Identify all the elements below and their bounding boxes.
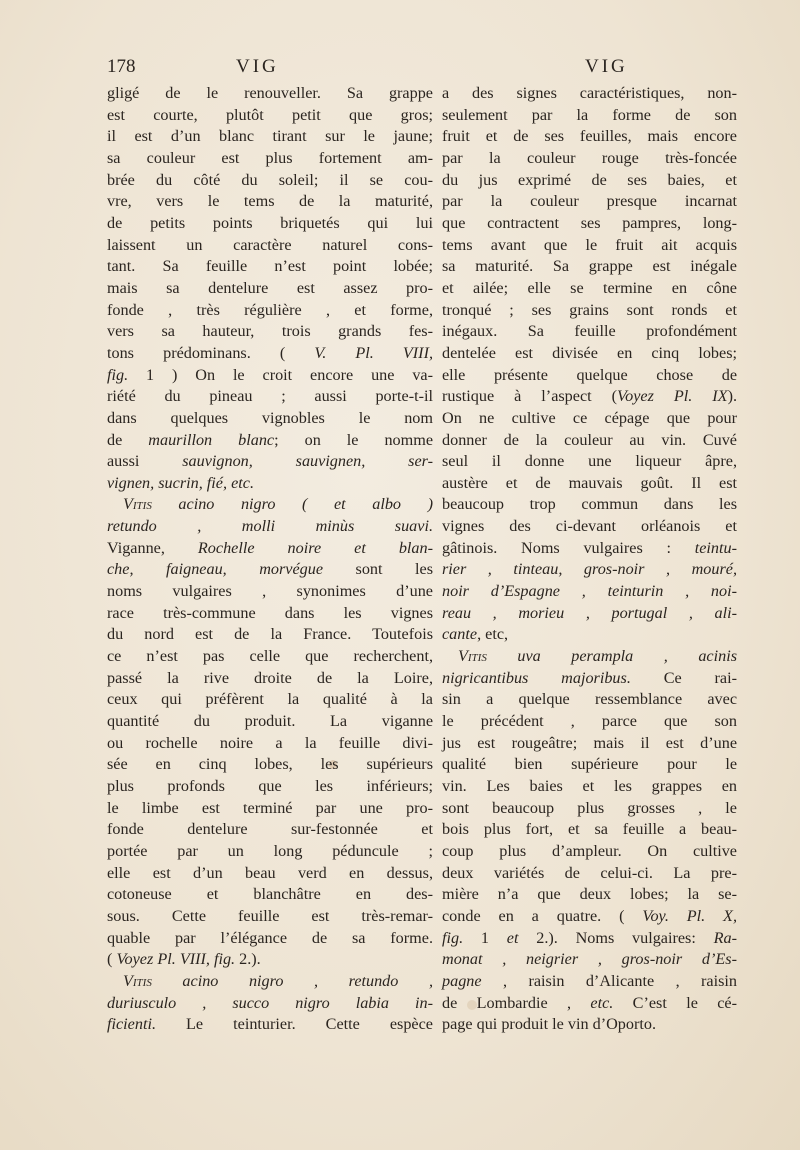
italic-text: Rochelle noire et blan- (197, 538, 433, 557)
text: qualité bien supérieure pour le (442, 755, 737, 774)
text-line (107, 300, 433, 322)
text: conde en a quatre. ( (442, 906, 643, 925)
italic-text: acino nigro , retundo , (151, 971, 433, 990)
text: quantité du produit. La viganne (107, 712, 433, 731)
text-line (442, 170, 737, 192)
text: brée du côté du soleil; il se cou- (107, 170, 433, 189)
text: fonde , très régulière , et forme, (107, 300, 433, 319)
text-line (107, 819, 433, 841)
text: gligé de le renouveller. Sa grappe (107, 84, 433, 102)
text-line (107, 884, 433, 906)
text-line (442, 776, 737, 798)
text-line (442, 538, 737, 560)
text: ; on le nomme (274, 430, 434, 449)
text: riété du pineau ; aussi porte-t-il (107, 387, 433, 406)
text: ou rochelle noire a la feuille divi- (107, 733, 433, 752)
text: ce n’est pas celle que recherchent, (107, 647, 433, 666)
text: ceux qui préfèrent la qualité à la (107, 690, 433, 709)
text-line (442, 949, 737, 971)
text-line (107, 473, 433, 495)
text-line (442, 256, 737, 278)
text: seul il donne une liqueur âpre, (442, 452, 737, 471)
text: vignes des ci-devant orléanois et (442, 517, 737, 536)
text: le limbe est terminé par une pro- (107, 798, 433, 817)
text: tems avant que le fruit ait acquis (442, 235, 737, 254)
text: sin a quelque ressemblance avec (442, 690, 737, 709)
text-line (107, 559, 433, 581)
right-column (442, 83, 737, 1036)
text-line (107, 278, 433, 300)
text: donner de la couleur au vin. Cuvé (442, 430, 737, 449)
text: sa couleur est plus fortement am- (107, 148, 433, 167)
text: jus est rougeâtre; mais il est d’une (442, 733, 737, 752)
text-line (107, 256, 433, 278)
text: tant. Sa feuille n’est point lobée; (107, 257, 433, 276)
text-line (442, 928, 737, 950)
text: elle est d’un beau verd en dessus, (107, 863, 433, 882)
text: de Lombardie , (442, 993, 591, 1012)
text: , etc, (477, 625, 509, 644)
text-line (442, 386, 737, 408)
text-line (442, 581, 737, 603)
text: austère et de mauvais goût. Il est (442, 473, 737, 492)
text-line (107, 408, 433, 430)
text: cotoneuse et blanchâtre en des- (107, 885, 433, 904)
text: tronqué ; ses grains sont ronds et (442, 300, 737, 319)
text: seulement par la forme de son (442, 105, 737, 124)
text-line (442, 884, 737, 906)
text: sous. Cette feuille est très-remar- (107, 906, 433, 925)
text: elle présente quelque chose de (442, 365, 737, 384)
text-line (107, 451, 433, 473)
text-line (107, 581, 433, 603)
text-line (107, 841, 433, 863)
text-line (442, 451, 737, 473)
text: a des signes caractéristiques, non- (442, 84, 737, 102)
text: Ce rai- (630, 668, 738, 687)
text-line (107, 733, 433, 755)
italic-text: noir d’Espagne , teinturin , noi- (442, 582, 737, 601)
text-line (107, 776, 433, 798)
text-line (107, 321, 433, 343)
text: inégaux. Sa feuille profondément (442, 322, 737, 341)
text-line (107, 668, 433, 690)
text: ). (727, 387, 737, 406)
italic-text: V. Pl. VIII, (314, 343, 434, 362)
text-line (442, 819, 737, 841)
text-line (107, 430, 433, 452)
text-line (107, 646, 433, 668)
italic-text: teintu- (694, 538, 737, 557)
text: bois plus fort, et sa feuille a beau- (442, 820, 737, 839)
text: C’est le cé- (613, 993, 737, 1012)
text-line (107, 386, 433, 408)
text-line (107, 538, 433, 560)
text-line (107, 624, 433, 646)
text: le précédent , parce que son (442, 712, 737, 731)
text-line (442, 408, 737, 430)
text-line (442, 105, 737, 127)
italic-text: et (506, 928, 519, 947)
text: il est d’un blanc tirant sur le jaune; (107, 127, 433, 146)
text: rustique à l’aspect ( (442, 387, 618, 406)
text: de petits points briquetés qui lui (107, 213, 433, 232)
text-line (442, 494, 737, 516)
text: est courte, plutôt petit que gros; (107, 105, 433, 124)
italic-text: etc. (590, 993, 614, 1012)
text: 1 (463, 928, 507, 947)
text: Viganne, (107, 538, 198, 557)
italic-text: pagne (442, 971, 482, 990)
text-line (442, 126, 737, 148)
italic-text: Vitis (123, 495, 152, 514)
text: laissent un caractère naturel cons- (107, 235, 433, 254)
italic-text: Voyez Pl. VIII, fig. (116, 950, 236, 969)
text-line (442, 83, 737, 105)
italic-text: Vitis (458, 647, 487, 666)
text-line (442, 863, 737, 885)
text-line (107, 83, 433, 105)
text-line (442, 711, 737, 733)
text-line (107, 603, 433, 625)
text: Le teinturier. Cette espèce (156, 1015, 433, 1034)
text-line (442, 343, 737, 365)
text: page qui produit le vin d’Oporto. (442, 1015, 656, 1034)
text-line (107, 928, 433, 950)
text: mière n’a que deux lobes; la se- (442, 885, 737, 904)
italic-text: cante (442, 625, 478, 644)
running-head-right: VIG (585, 56, 628, 77)
text: 2.). Noms vulgaires: (518, 928, 714, 947)
text: fonde dentelure sur-festonnée et (107, 820, 433, 839)
text: par la couleur presque incarnat (442, 192, 737, 211)
text: aussi (107, 452, 183, 471)
text-line (107, 711, 433, 733)
text: sa maturité. Sa grappe est inégale (442, 257, 737, 276)
text-line (442, 733, 737, 755)
text: et ailée; elle se termine en cône (442, 278, 737, 297)
text-line (442, 191, 737, 213)
text-line (442, 971, 737, 993)
text: vre, vers le tems de la maturité, (107, 192, 433, 211)
text-line (442, 624, 737, 646)
text: dentelée est divisée en cinq lobes; (442, 343, 737, 362)
text-line (107, 126, 433, 148)
text: ( (107, 950, 117, 969)
text-line (442, 278, 737, 300)
text-line (442, 148, 737, 170)
text: mais sa dentelure est assez pro- (107, 278, 433, 297)
text: sée en cinq lobes, les supérieurs (107, 755, 433, 774)
italic-text: fig. (442, 928, 464, 947)
italic-text: Ra- (713, 928, 738, 947)
text-line (107, 494, 433, 516)
text-line (107, 798, 433, 820)
text-line (107, 170, 433, 192)
text: par la couleur rouge très-foncée (442, 148, 737, 167)
text: gâtinois. Noms vulgaires : (442, 538, 695, 557)
text: portée par un long péduncule ; (107, 841, 433, 860)
text: 1 ) On le croit encore une va- (128, 365, 433, 384)
text: 2.). (235, 950, 261, 969)
text: sont les (323, 560, 433, 579)
italic-text: ficienti. (107, 1015, 156, 1034)
italic-text: Vitis (123, 971, 152, 990)
text-line (107, 993, 433, 1015)
italic-text: reau , morieu , portugal , ali- (442, 603, 737, 622)
italic-text: acino nigro ( et albo ) (151, 495, 433, 514)
italic-text: Voyez Pl. IX (617, 387, 728, 406)
text-line (442, 993, 737, 1015)
text-line (442, 516, 737, 538)
text: passé la rive droite de la Loire, (107, 668, 433, 687)
text-line (107, 235, 433, 257)
text: du jus exprimé de ses baies, et (442, 170, 737, 189)
text: coup plus d’ampleur. On cultive (442, 841, 737, 860)
text-line (107, 105, 433, 127)
text-line (107, 906, 433, 928)
text: que contractent ses pampres, long- (442, 213, 737, 232)
text: vin. Les baies et les grappes en (442, 777, 737, 795)
text-line (107, 689, 433, 711)
text: fruit et de ses feuilles, mais encore (442, 127, 737, 146)
page-number: 178 (107, 56, 136, 77)
text-line (107, 213, 433, 235)
text: tons prédominans. ( (107, 343, 315, 362)
text-line (442, 906, 737, 928)
text: de (107, 430, 149, 449)
text: vers sa hauteur, trois grands fes- (107, 322, 433, 341)
text-line (442, 365, 737, 387)
text: plus profonds que les inférieurs; (107, 777, 433, 795)
text: On ne cultive ce cépage que pour (442, 408, 737, 427)
text-line (442, 668, 737, 690)
text-line (442, 798, 737, 820)
text-line (107, 516, 433, 538)
text-line (442, 689, 737, 711)
text-line (107, 191, 433, 213)
text-line (107, 949, 433, 971)
text-line (442, 321, 737, 343)
text-line (442, 300, 737, 322)
text: sont beaucoup plus grosses , le (442, 798, 737, 817)
text-line (107, 863, 433, 885)
text: dans quelques vignobles le nom (107, 408, 433, 427)
text-line (442, 646, 737, 668)
italic-text: sauvignon, sauvignen, ser- (182, 452, 434, 471)
text: race très-commune dans les vignes (107, 603, 433, 622)
italic-text: rier , tinteau, gros-noir , mouré, (442, 560, 737, 579)
text-line (442, 559, 737, 581)
text-line (442, 473, 737, 495)
text-line (442, 841, 737, 863)
text-line (107, 148, 433, 170)
italic-text: duriusculo , succo nigro labia in- (107, 993, 433, 1012)
text-line (107, 343, 433, 365)
italic-text: monat , neigrier , gros-noir d’Es- (442, 950, 737, 969)
text-line (107, 971, 433, 993)
running-head-left: VIG (236, 56, 279, 77)
italic-text: nigricantibus majoribus. (442, 668, 631, 687)
italic-text: vignen, sucrin, fié, etc. (107, 473, 254, 492)
text-line (442, 430, 737, 452)
italic-text: uva perampla , acinis (486, 647, 737, 666)
italic-text: fig. (107, 365, 129, 384)
text: noms vulgaires , synonimes d’une (107, 582, 433, 601)
italic-text: Voy. Pl. X, (642, 906, 737, 925)
text-line (442, 213, 737, 235)
text-line (107, 754, 433, 776)
text: beaucoup trop commun dans les (442, 495, 737, 514)
italic-text: retundo , molli minùs suavi. (107, 517, 433, 536)
text-line (442, 603, 737, 625)
text-line (442, 1014, 737, 1036)
text: quable par l’élégance de sa forme. (107, 928, 433, 947)
text-line (107, 365, 433, 387)
text-line (442, 235, 737, 257)
italic-text: che, faigneau, morvégue (107, 560, 324, 579)
left-column (107, 83, 433, 1036)
text: deux variétés de celui-ci. La pre- (442, 863, 737, 882)
text-line (442, 754, 737, 776)
italic-text: maurillon blanc (148, 430, 275, 449)
text: , raisin d’Alicante , raisin (481, 971, 737, 990)
text: du nord est de la France. Toutefois (107, 625, 433, 644)
text-line (107, 1014, 433, 1036)
